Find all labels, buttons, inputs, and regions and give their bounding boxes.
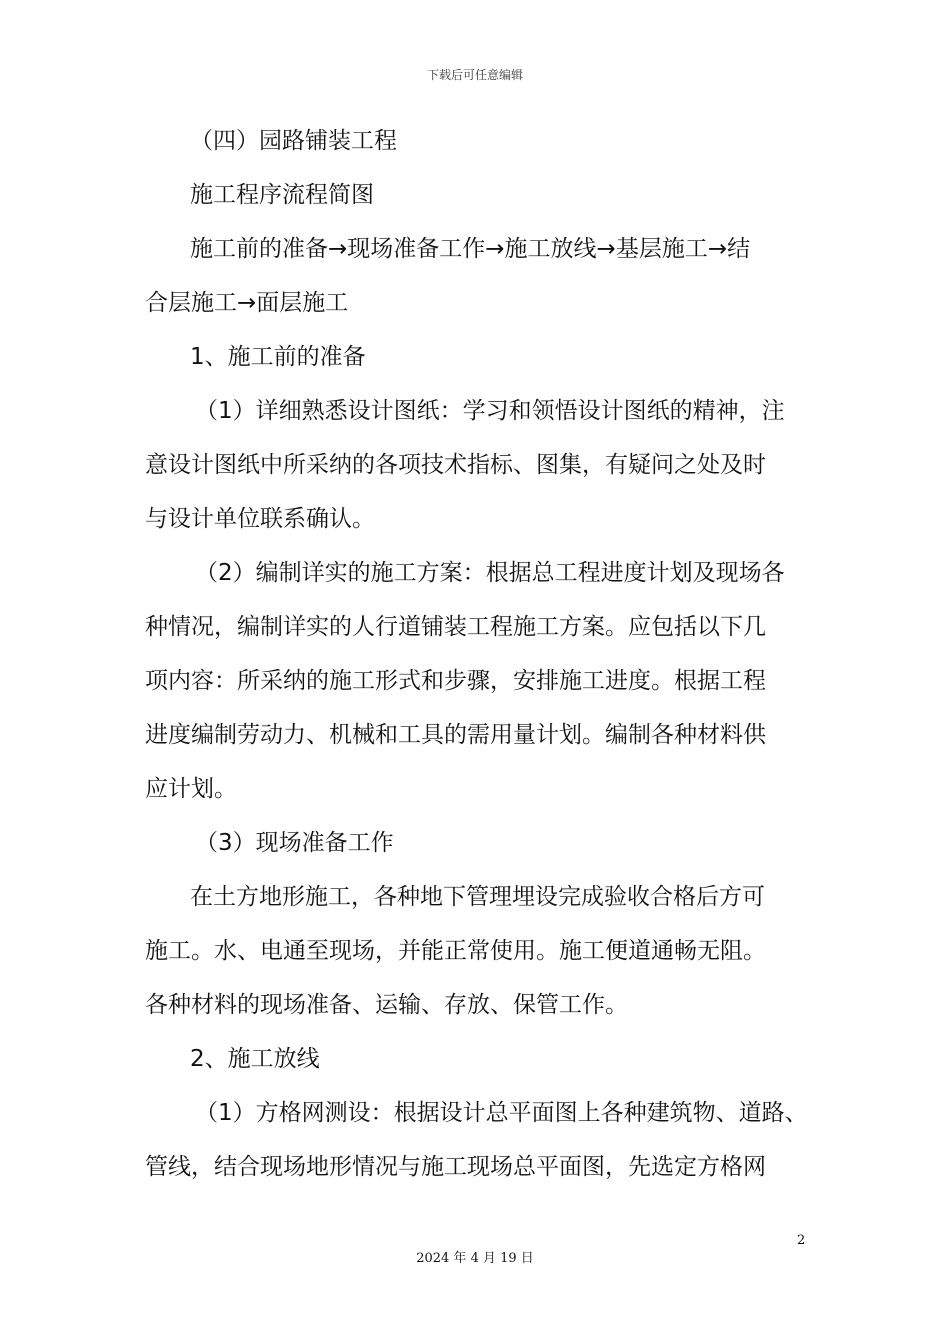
paragraph-line: （1）方格网测设：根据设计总平面图上各种建筑物、道路、 [195, 1100, 808, 1126]
paragraph-line: 与设计单位联系确认。 [145, 506, 375, 532]
paragraph-line: 种情况，编制详实的人行道铺装工程施工方案。应包括以下几 [145, 614, 766, 640]
paragraph-line: 合层施工→面层施工 [145, 290, 349, 316]
paragraph-line: 各种材料的现场准备、运输、存放、保管工作。 [145, 992, 628, 1018]
paragraph-line: （1）详细熟悉设计图纸：学习和领悟设计图纸的精神，注 [195, 398, 785, 424]
paragraph-line: 管线，结合现场地形情况与施工现场总平面图，先选定方格网 [145, 1154, 766, 1180]
page-header: 下载后可任意编辑 [426, 68, 523, 82]
subheading: （3）现场准备工作 [195, 830, 394, 856]
paragraph-line: 项内容：所采纳的施工形式和步骤，安排施工进度。根据工程 [145, 668, 766, 694]
paragraph-line: （2）编制详实的施工方案：根据总工程进度计划及现场各 [195, 560, 785, 586]
subheading: 1、施工前的准备 [190, 344, 366, 370]
paragraph-line: 施工。水、电通至现场，并能正常使用。施工便道通畅无阻。 [145, 938, 766, 964]
subheading: 2、施工放线 [190, 1046, 320, 1072]
page-footer-date: 2024 年 4 月 19 日 [416, 1251, 534, 1266]
paragraph-line: 意设计图纸中所采纳的各项技术指标、图集，有疑问之处及时 [145, 452, 766, 478]
paragraph-line: 施工前的准备→现场准备工作→施工放线→基层施工→结 [190, 236, 751, 262]
subheading: 施工程序流程简图 [190, 182, 374, 208]
paragraph-line: 应计划。 [145, 776, 237, 802]
paragraph-line: 进度编制劳动力、机械和工具的需用量计划。编制各种材料供 [145, 722, 766, 748]
section-heading: （四）园路铺装工程 [190, 128, 397, 154]
paragraph-line: 在土方地形施工，各种地下管理埋设完成验收合格后方可 [190, 884, 765, 910]
page-number: 2 [797, 1233, 806, 1248]
